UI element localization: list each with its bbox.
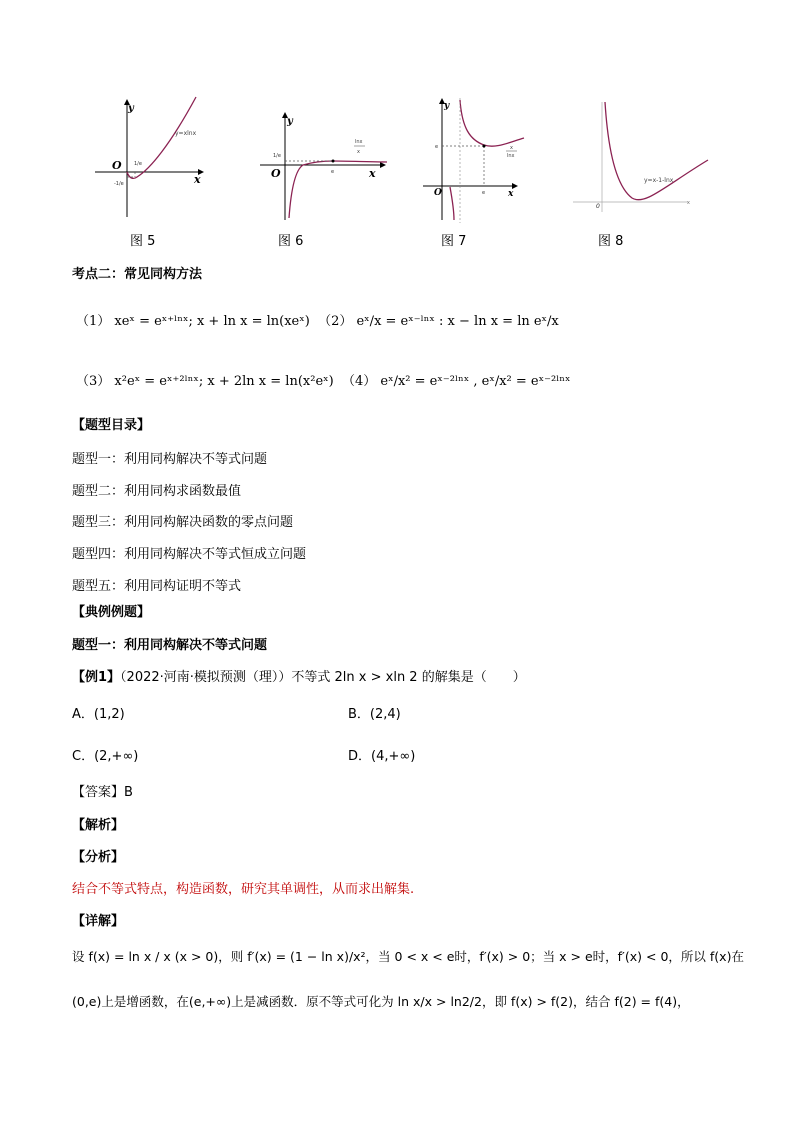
fig6-x-axis-label: x — [369, 167, 376, 180]
fig5-origin-label: O — [112, 159, 122, 172]
formula-row-1 — [76, 310, 559, 329]
section-2-title: 考点二：常见同构方法 — [72, 267, 203, 282]
example-1 — [72, 666, 526, 685]
figure-8-graph — [570, 100, 710, 215]
fig7-y-axis-label: y — [444, 101, 450, 111]
fig8-x-axis-label: x — [687, 200, 690, 206]
figure-5-graph — [90, 95, 210, 225]
fig5-x-axis-label: x — [194, 173, 201, 186]
fig6-tick-x: e — [331, 169, 335, 175]
fig5-y-axis-label: y — [128, 103, 134, 114]
catalog-title: 【题型目录】 — [72, 418, 151, 433]
catalog-item-4: 题型四：利用同构解决不等式恒成立问题 — [72, 547, 307, 562]
fig5-curve-label: y=xlnx — [175, 130, 197, 137]
fig5-tick-y: 1/e — [134, 161, 142, 167]
fig7-x-axis-label: x — [508, 189, 514, 199]
fig8-origin-label: 0 — [596, 203, 600, 210]
formula-1: （1） xeˣ = eˣ⁺ˡⁿˣ; x + ln x = ln(xeˣ) — [76, 314, 310, 329]
fig5-tick-x: -1/e — [114, 181, 124, 187]
fig6-caption: 图 6 — [278, 234, 304, 249]
detail-line-1: 设 f(x) = ln x / x (x > 0)，则 f′(x) = (1 − ln x)/x²，当 0 < x < e时，f′(x) > 0；当 x > e时，f′(x) < 0，所以 f(x)在 — [72, 949, 744, 964]
fig7-caption: 图 7 — [441, 234, 467, 249]
fig7-tick-x: e — [482, 190, 486, 196]
catalog-item-5: 题型五：利用同构证明不等式 — [72, 579, 242, 594]
fig7-tick-y: e — [435, 144, 439, 150]
examples-title: 【典例例题】 — [72, 605, 151, 620]
fig6-y-axis-label: y — [287, 116, 293, 127]
catalog-item-1: 题型一：利用同构解决不等式问题 — [72, 452, 268, 467]
option-b: B．(2,4) — [348, 707, 401, 722]
fenxi-title: 【分析】 — [72, 850, 125, 865]
detail-line-2: (0,e)上是增函数，在(e,+∞)上是减函数．原不等式可化为 ln x/x > ln2/2，即 f(x) > f(2)，结合 f(2) = f(4)， — [72, 994, 690, 1009]
type-1-title: 题型一：利用同构解决不等式问题 — [72, 638, 268, 653]
fig5-caption: 图 5 — [130, 234, 156, 249]
fenxi-text: 结合不等式特点，构造函数，研究其单调性，从而求出解集. — [72, 882, 415, 897]
figure-6-graph — [255, 110, 395, 225]
analysis-title: 【解析】 — [72, 818, 125, 833]
option-d: D．(4,+∞) — [348, 749, 416, 764]
formula-3: （3） x²eˣ = eˣ⁺²ˡⁿˣ; x + 2ln x = ln(x²eˣ) — [76, 374, 334, 389]
example-1-text: （2022·河南·模拟预测（理））不等式 2ln x > xln 2 的解集是（ ） — [120, 670, 526, 685]
fig6-tick-y: 1/e — [273, 153, 281, 159]
fig7-curve-label-den: lnx — [507, 153, 515, 159]
catalog-item-2: 题型二：利用同构求函数最值 — [72, 484, 242, 499]
option-a: A．(1,2) — [72, 707, 125, 722]
detail-title: 【详解】 — [72, 914, 125, 929]
example-1-label: 【例1】 — [72, 670, 121, 685]
fig8-curve-label: y=x-1-lnx — [644, 177, 674, 184]
fig7-origin-label: O — [434, 188, 442, 198]
option-c: C．(2,+∞) — [72, 749, 139, 764]
catalog-item-3: 题型三：利用同构解决函数的零点问题 — [72, 515, 294, 530]
formula-row-2 — [76, 370, 570, 389]
fig6-curve-label-num: lnx — [355, 139, 363, 145]
fig7-curve-label-num: x — [510, 145, 513, 151]
fig8-caption: 图 8 — [598, 234, 624, 249]
figure-7-graph — [420, 98, 530, 223]
fig6-origin-label: O — [271, 167, 281, 180]
formula-4: （4） eˣ/x² = eˣ⁻²ˡⁿˣ , eˣ/x² = eˣ⁻²ˡⁿˣ — [341, 374, 571, 389]
fig6-curve-label-den: x — [357, 149, 360, 155]
formula-2: （2） eˣ/x = eˣ⁻ˡⁿˣ : x − ln x = ln eˣ/x — [318, 314, 559, 329]
answer: 【答案】B — [72, 785, 133, 800]
